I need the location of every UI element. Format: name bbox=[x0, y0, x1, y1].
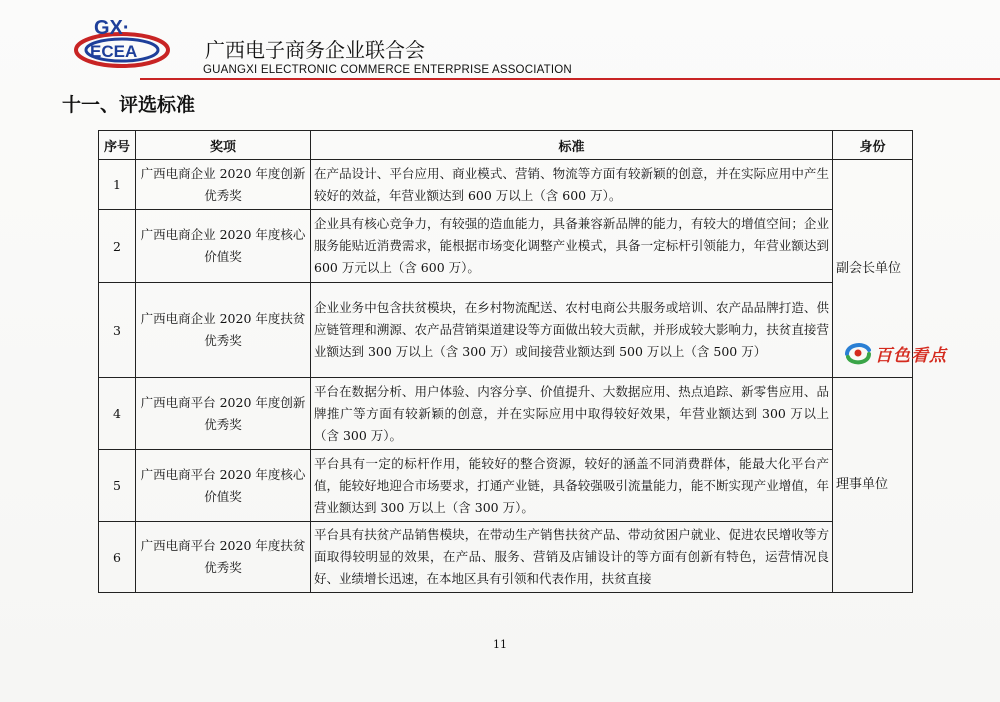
org-name-en: GUANGXI ELECTRONIC COMMERCE ENTERPRISE ASSOCIATION bbox=[203, 64, 572, 76]
logo-top-text: GX· bbox=[94, 17, 130, 39]
association-logo bbox=[70, 12, 190, 74]
table-row bbox=[99, 160, 913, 210]
table-row bbox=[99, 378, 913, 450]
row-num: 1 bbox=[99, 160, 136, 210]
row-award: 广西电商平台 2020 年度核心价值奖 bbox=[136, 450, 311, 522]
row-num: 6 bbox=[99, 522, 136, 593]
col-header-num: 序号 bbox=[99, 131, 136, 160]
table-row bbox=[99, 522, 913, 593]
row-award: 广西电商企业 2020 年度核心价值奖 bbox=[136, 210, 311, 283]
watermark-swirl-icon bbox=[843, 338, 873, 368]
row-award: 广西电商企业 2020 年度创新优秀奖 bbox=[136, 160, 311, 210]
row-award: 广西电商平台 2020 年度创新优秀奖 bbox=[136, 378, 311, 450]
row-standard: 企业业务中包含扶贫模块，在乡村物流配送、农村电商公共服务或培训、农产品品牌打造、供应链管理和溯源、农产品营销渠道建设等方面做出较大贡献，并形成较大影响力，扶贫直接营业额达到 300 万以上（含 300 万）或间接营业额达到 500 万以上（含 500 万） bbox=[311, 283, 833, 378]
row-standard: 企业具有核心竞争力，有较强的造血能力，具备兼容新品牌的能力，有较大的增值空间；企业服务能贴近消费需求，能根据市场变化调整产业模式，具备一定标杆引领能力，年营业额达到 600 万元以上（含 600 万）。 bbox=[311, 210, 833, 283]
col-header-standard: 标准 bbox=[311, 131, 833, 160]
row-standard: 平台在数据分析、用户体验、内容分享、价值提升、大数据应用、热点追踪、新零售应用、品牌推广等方面有较新颖的创意，并在实际应用中取得较好效果，年营业额达到 300 万以上（含 300 万）。 bbox=[311, 378, 833, 450]
rank-cell: 理事单位 bbox=[833, 378, 913, 593]
table-header-row bbox=[99, 131, 913, 160]
row-standard: 平台具有扶贫产品销售模块，在带动生产销售扶贫产品、带动贫困户就业、促进农民增收等方面取得较明显的效果，在产品、服务、营销及店铺设计的等方面有创新有特色，运营情况良好、业绩增长迅速，在本地区具有引领和代表作用，扶贫直接 bbox=[311, 522, 833, 593]
section-title: 十一、评选标准 bbox=[62, 94, 196, 116]
row-standard: 平台具有一定的标杆作用，能较好的整合资源，较好的涵盖不同消费群体，能最大化平台产值，能较好地迎合市场要求，打通产业链，具备较强吸引流量能力，能不断实现产业增值，年营业额达到 300 万以上（含 300 万）。 bbox=[311, 450, 833, 522]
table-row bbox=[99, 210, 913, 283]
rank-cell: 副会长单位 bbox=[833, 160, 913, 378]
row-num: 5 bbox=[99, 450, 136, 522]
row-num: 2 bbox=[99, 210, 136, 283]
row-award: 广西电商企业 2020 年度扶贫优秀奖 bbox=[136, 283, 311, 378]
row-num: 3 bbox=[99, 283, 136, 378]
col-header-award: 奖项 bbox=[136, 131, 311, 160]
award-criteria-table bbox=[98, 130, 913, 593]
watermark-text: 百色看点 bbox=[875, 346, 947, 366]
site-watermark bbox=[843, 338, 993, 368]
table-row bbox=[99, 450, 913, 522]
row-award: 广西电商平台 2020 年度扶贫优秀奖 bbox=[136, 522, 311, 593]
row-standard: 在产品设计、平台应用、商业模式、营销、物流等方面有较新颖的创意，并在实际应用中产生较好的效益，年营业额达到 600 万以上（含 600 万）。 bbox=[311, 160, 833, 210]
header-rule bbox=[140, 78, 1000, 80]
org-name-cn: 广西电子商务企业联合会 bbox=[205, 38, 425, 62]
letterhead bbox=[70, 12, 950, 82]
col-header-rank: 身份 bbox=[833, 131, 913, 160]
table-row bbox=[99, 283, 913, 378]
row-num: 4 bbox=[99, 378, 136, 450]
logo-bottom-text: ECEA bbox=[90, 42, 138, 61]
page-number: 11 bbox=[493, 638, 507, 651]
